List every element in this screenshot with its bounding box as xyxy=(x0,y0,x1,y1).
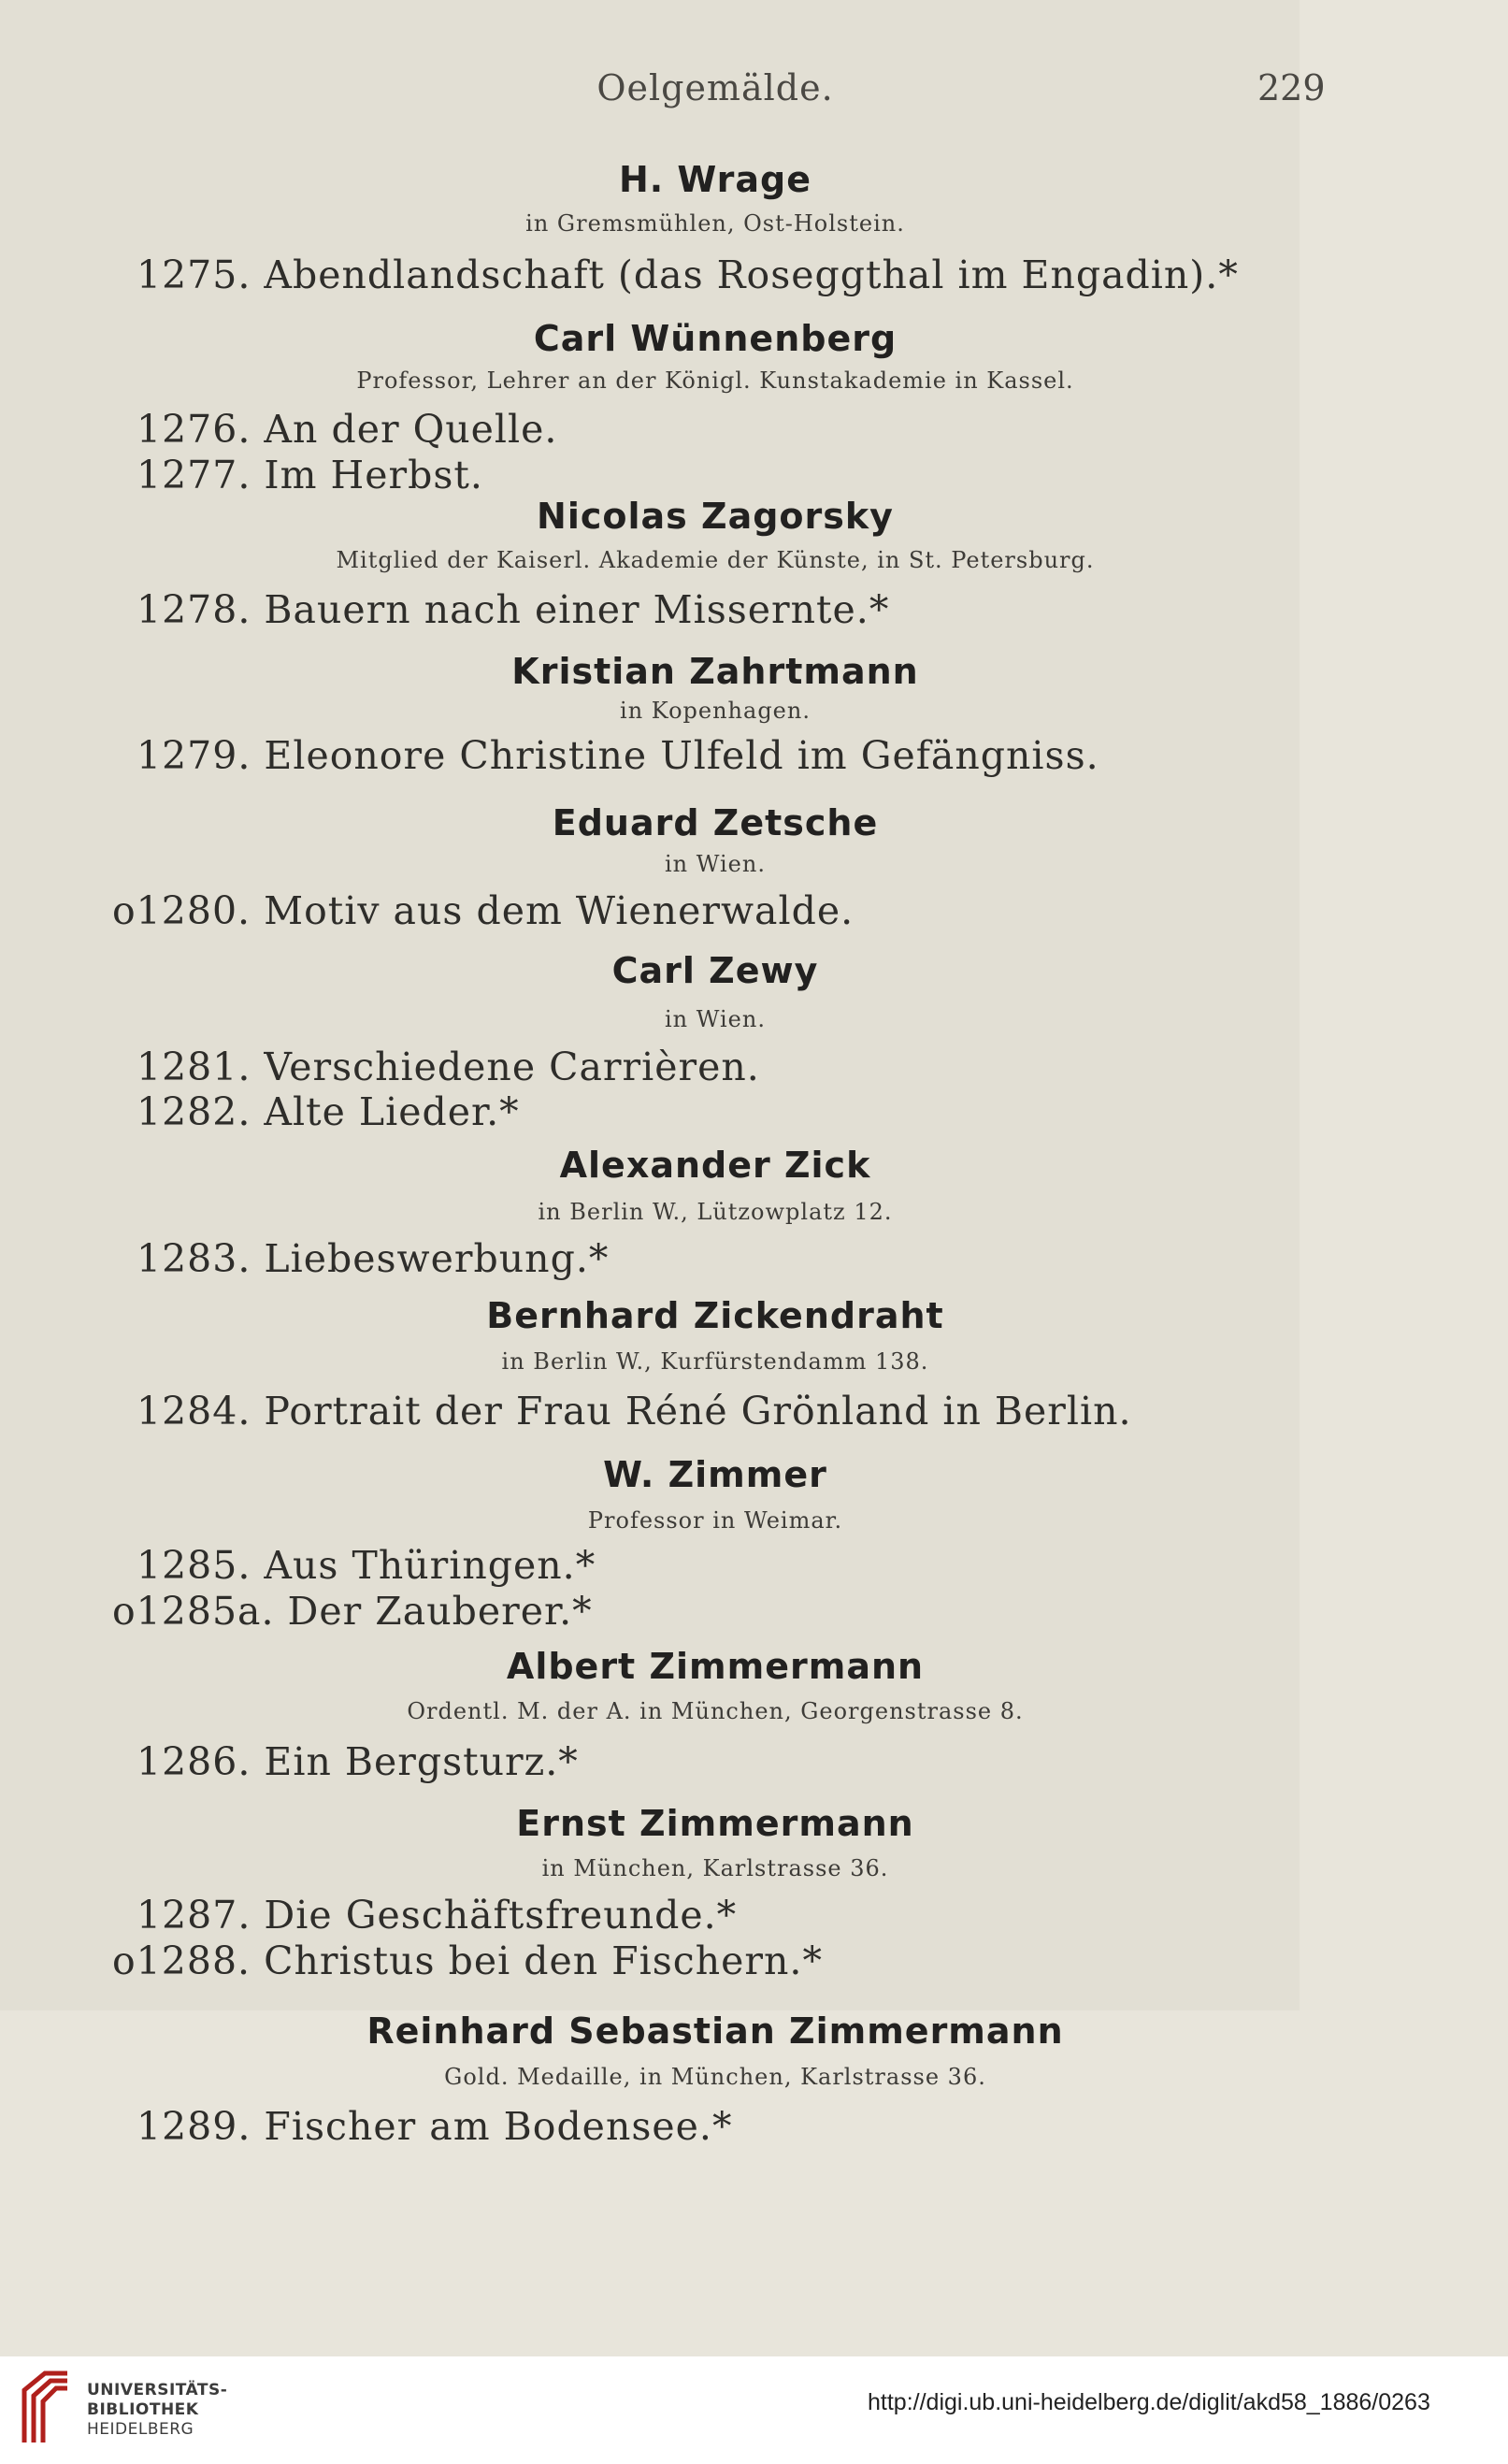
catalog-entry: 1276. An der Quelle. xyxy=(136,407,558,452)
catalog-entry: 1281. Verschiedene Carrièren. xyxy=(136,1045,760,1089)
artist-name: Kristian Zahrtmann xyxy=(511,651,919,692)
artist-name: W. Zimmer xyxy=(603,1454,827,1495)
section-title: Oelgemälde. xyxy=(596,67,834,108)
artist-details: in Berlin W., Lützowplatz 12. xyxy=(538,1199,893,1225)
artist-details: in Gremsmühlen, Ost-Holstein. xyxy=(525,210,905,237)
library-name-line: UNIVERSITÄTS- xyxy=(87,2381,228,2399)
artist-details: Ordentl. M. der A. in München, Georgenstrasse 8. xyxy=(407,1698,1024,1724)
running-header xyxy=(0,67,1508,114)
library-name xyxy=(87,2381,227,2440)
catalog-entry: 1286. Ein Bergsturz.* xyxy=(136,1739,579,1784)
catalog-entry: 1278. Bauern nach einer Missernte.* xyxy=(136,587,890,632)
artist-details: in Berlin W., Kurfürstendamm 138. xyxy=(501,1348,929,1375)
catalog-entry: o1280. Motiv aus dem Wienerwalde. xyxy=(112,888,855,933)
artist-details: in Wien. xyxy=(665,851,766,877)
artist-details: Professor in Weimar. xyxy=(587,1507,843,1534)
source-url-link[interactable]: http://digi.ub.uni-heidelberg.de/diglit/akd58_1886/0263 xyxy=(868,2389,1430,2415)
page-number: 229 xyxy=(1257,67,1326,108)
artist-details: in Kopenhagen. xyxy=(620,698,811,724)
artist-name: Nicolas Zagorsky xyxy=(537,496,894,537)
artist-name: Carl Zewy xyxy=(611,950,819,991)
artist-name: Eduard Zetsche xyxy=(552,802,879,843)
catalog-entry: 1284. Portrait der Frau Réné Grönland in Berlin. xyxy=(136,1389,1132,1434)
catalog-entry: 1282. Alte Lieder.* xyxy=(136,1089,520,1134)
library-name-line: HEIDELBERG xyxy=(87,2420,194,2439)
artist-name: Albert Zimmermann xyxy=(506,1646,925,1687)
artist-details: in München, Karlstrasse 36. xyxy=(541,1855,889,1881)
library-name-line: BIBLIOTHEK xyxy=(87,2400,199,2419)
artist-name: H. Wrage xyxy=(618,159,812,200)
catalog-entry: o1288. Christus bei den Fischern.* xyxy=(112,1938,823,1983)
library-logo-icon xyxy=(17,2370,75,2444)
catalog-entry: 1285. Aus Thüringen.* xyxy=(136,1543,596,1588)
artist-name: Reinhard Sebastian Zimmermann xyxy=(366,2010,1064,2052)
catalog-entry: 1279. Eleonore Christine Ulfeld im Gefängniss. xyxy=(136,733,1099,778)
catalog-entry: 1287. Die Geschäftsfreunde.* xyxy=(136,1893,738,1938)
catalog-entry: 1275. Abendlandschaft (das Roseggthal im Engadin).* xyxy=(136,252,1239,297)
artist-name: Alexander Zick xyxy=(559,1145,871,1186)
artist-details: Mitglied der Kaiserl. Akademie der Künste, in St. Petersburg. xyxy=(336,547,1095,573)
artist-details: Gold. Medaille, in München, Karlstrasse 36. xyxy=(444,2064,986,2090)
artist-details: in Wien. xyxy=(665,1006,766,1032)
artist-details: Professor, Lehrer an der Königl. Kunstakademie in Kassel. xyxy=(356,367,1074,394)
catalog-entry: 1289. Fischer am Bodensee.* xyxy=(136,2104,733,2149)
catalog-entry: 1277. Im Herbst. xyxy=(136,453,483,497)
catalog-entry: 1283. Liebeswerbung.* xyxy=(136,1236,610,1281)
artist-name: Ernst Zimmermann xyxy=(516,1803,914,1844)
catalog-entry: o1285a. Der Zauberer.* xyxy=(112,1589,593,1634)
artist-name: Bernhard Zickendraht xyxy=(486,1295,944,1336)
artist-name: Carl Wünnenberg xyxy=(533,318,898,359)
